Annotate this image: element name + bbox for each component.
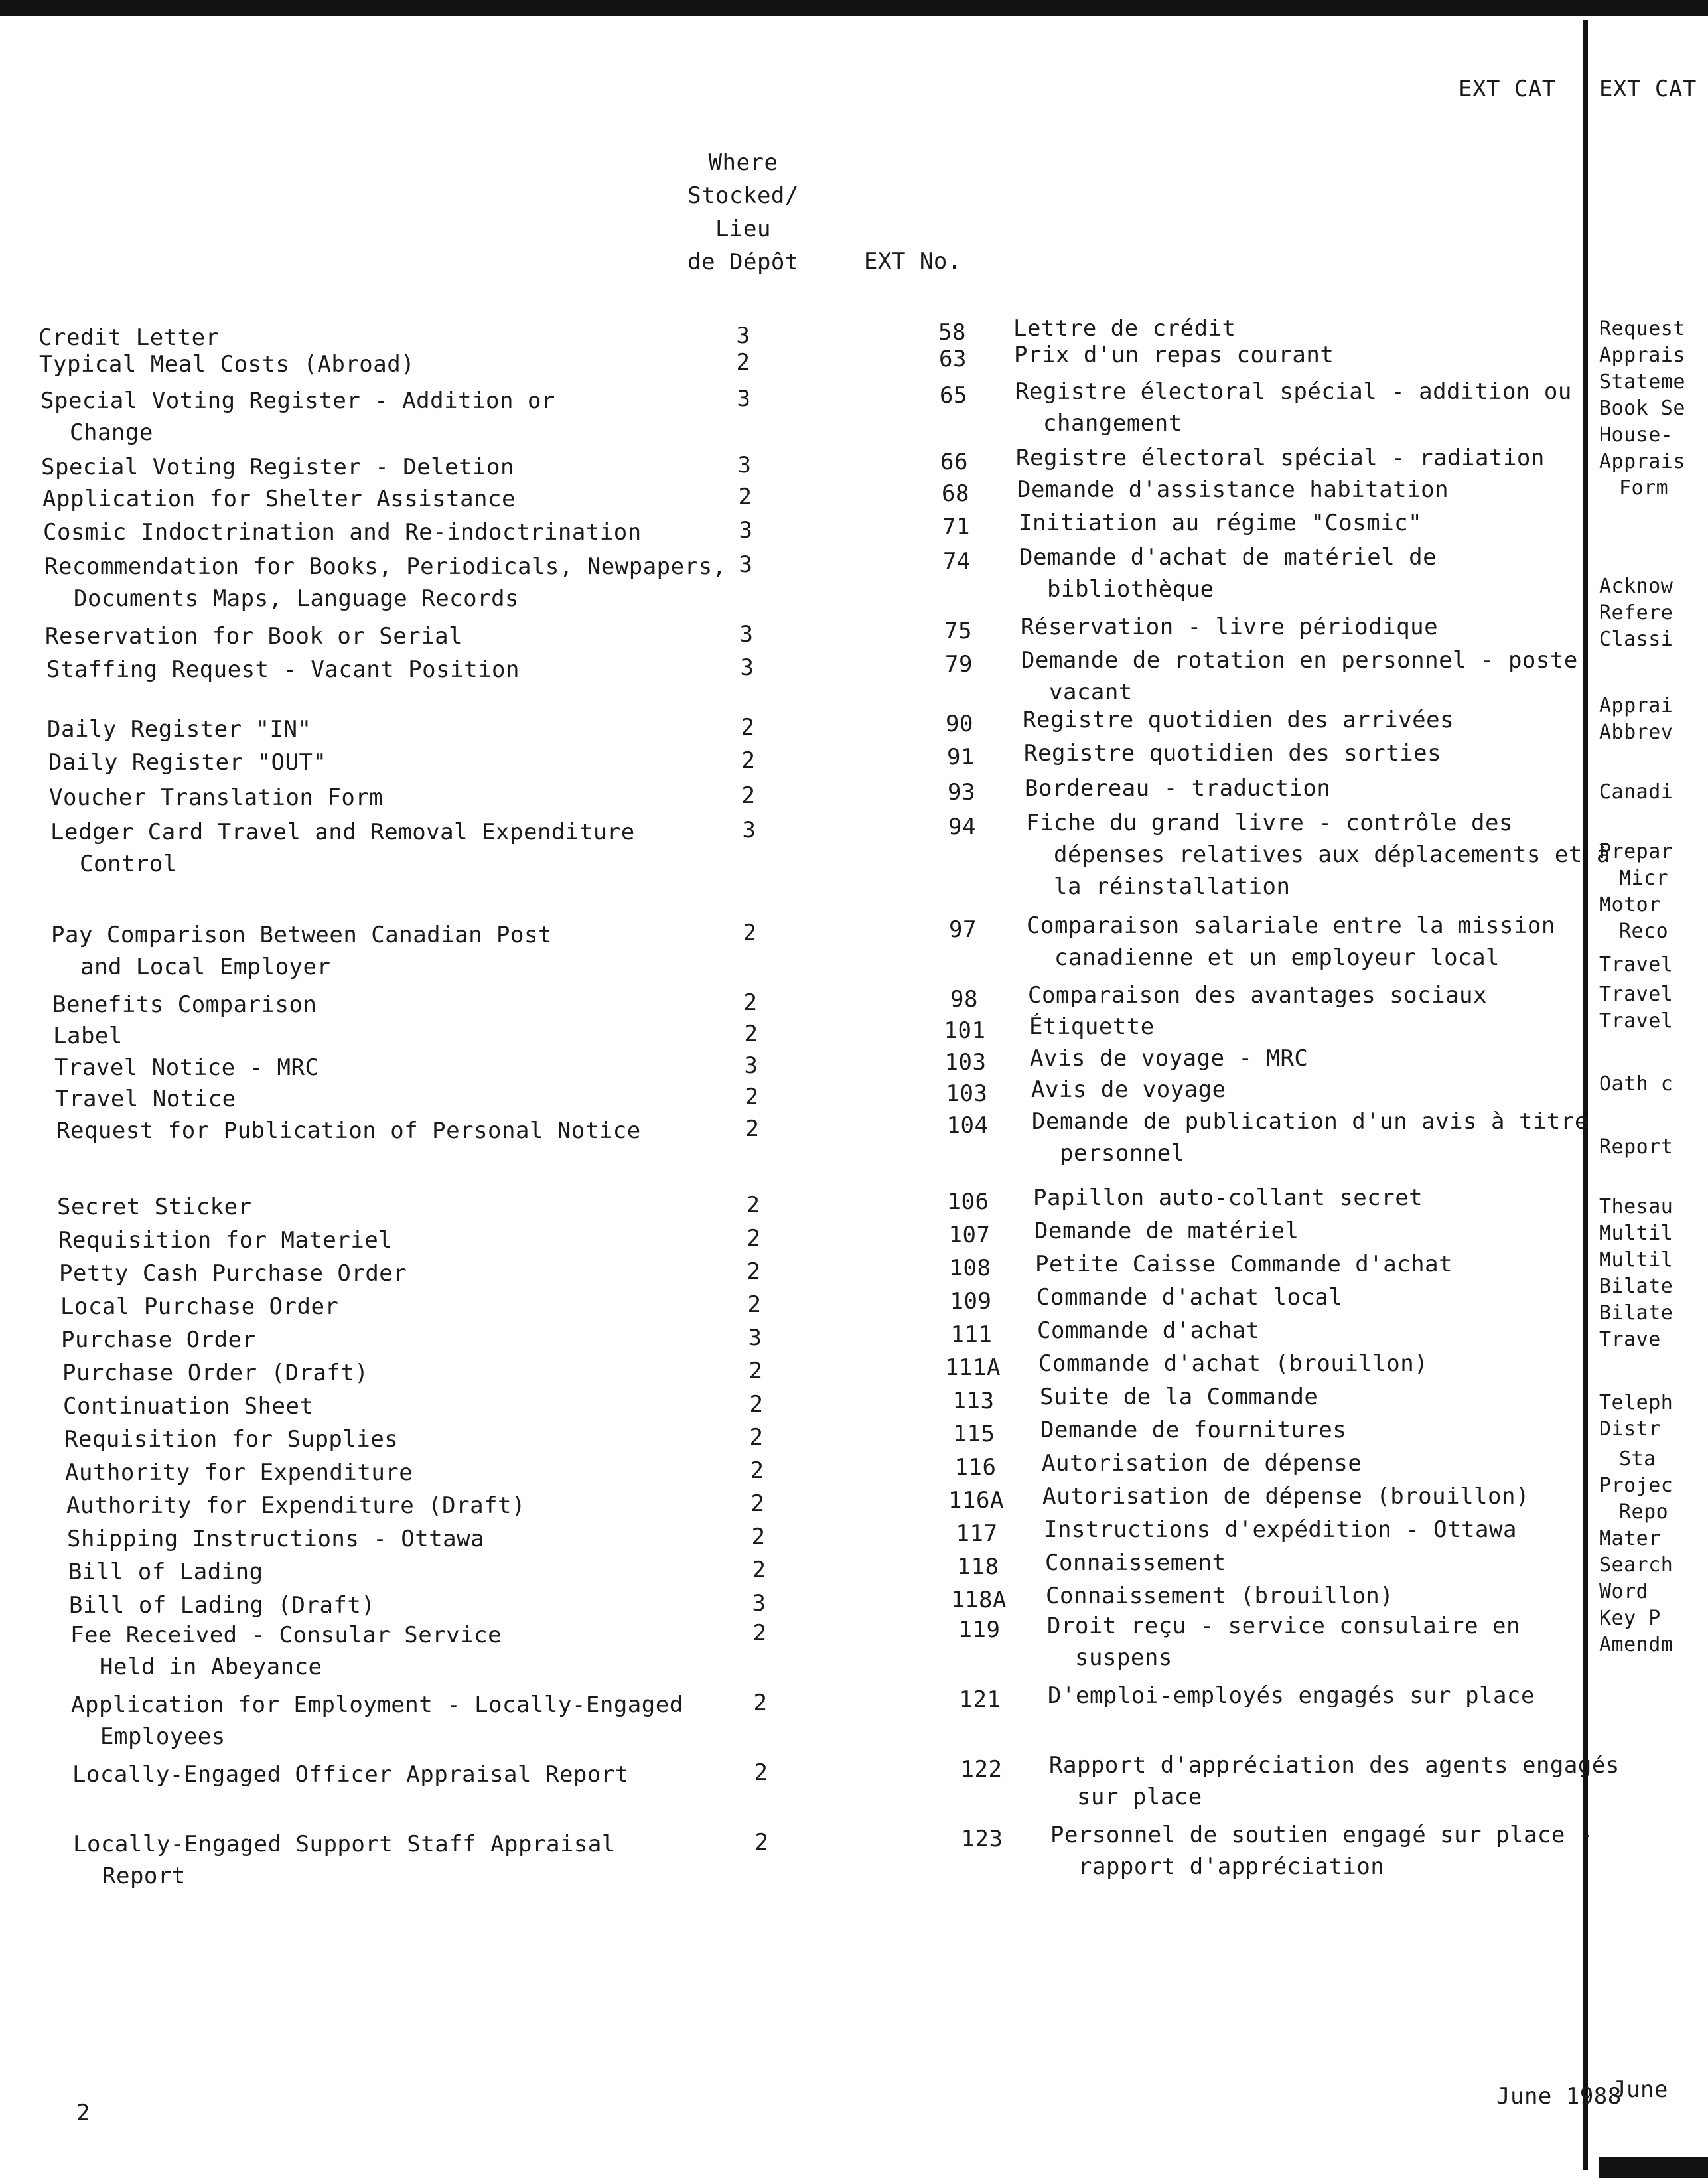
scan-top-edge — [0, 0, 1708, 16]
form-title-fr: changement — [1043, 410, 1182, 437]
ext-number: 122 — [960, 1756, 1003, 1782]
where-stocked-code: 2 — [752, 1620, 767, 1646]
form-title-fr: Avis de voyage - MRC — [1030, 1045, 1309, 1072]
where-stocked-line: Stocked/ — [687, 182, 799, 209]
form-title-en: Special Voting Register - Addition or — [40, 388, 555, 414]
where-stocked-code: 3 — [742, 817, 756, 843]
where-stocked-code: 2 — [748, 1358, 763, 1384]
ext-number: 66 — [940, 449, 968, 475]
right-page-fragment: Trave — [1599, 1328, 1661, 1351]
form-title-fr: Avis de voyage — [1031, 1076, 1226, 1103]
form-title-en: Travel Notice — [55, 1086, 236, 1112]
form-title-fr: Papillon auto-collant secret — [1033, 1185, 1423, 1211]
form-title-fr: Personnel de soutien engagé sur place - — [1050, 1822, 1593, 1848]
ext-number: 115 — [953, 1421, 995, 1447]
form-title-en: Recommendation for Books, Periodicals, Newpapers, — [44, 553, 727, 580]
right-page-fragment: Oath c — [1599, 1072, 1673, 1096]
form-title-fr: sur place — [1077, 1784, 1202, 1810]
ext-number: 75 — [944, 618, 972, 644]
where-stocked-code: 2 — [747, 1225, 761, 1252]
ext-number: 63 — [939, 346, 967, 372]
form-title-fr: Registre électoral spécial - radiation — [1016, 445, 1545, 471]
form-title-en: Travel Notice - MRC — [54, 1054, 319, 1081]
form-title-en: Authority for Expenditure (Draft) — [66, 1492, 526, 1519]
ext-number: 107 — [948, 1222, 991, 1248]
right-page-fragment: Key P — [1599, 1607, 1661, 1630]
ext-number: 116 — [954, 1454, 997, 1481]
form-title-fr: Demande d'achat de matériel de — [1019, 544, 1437, 571]
form-title-en: Documents Maps, Language Records — [74, 585, 520, 612]
ext-number: 104 — [946, 1112, 989, 1139]
right-page-fragment: Travel — [1599, 1009, 1673, 1033]
form-title-en: Application for Shelter Assistance — [42, 486, 516, 512]
form-title-fr: Connaissement — [1045, 1550, 1226, 1576]
right-page-fragment: Report — [1599, 1135, 1673, 1159]
ext-number: 94 — [948, 814, 976, 840]
ext-number: 90 — [946, 711, 973, 737]
where-stocked-code: 3 — [739, 551, 753, 578]
form-title-en: Petty Cash Purchase Order — [59, 1260, 407, 1287]
where-stocked-code: 3 — [752, 1590, 766, 1617]
where-stocked-code: 3 — [737, 386, 751, 412]
where-stocked-code: 2 — [747, 1291, 762, 1318]
form-title-en: Ledger Card Travel and Removal Expenditure — [50, 819, 635, 845]
form-title-en: Voucher Translation Form — [49, 784, 384, 811]
form-title-fr: Bordereau - traduction — [1025, 775, 1331, 802]
form-title-en: Shipping Instructions - Ottawa — [67, 1526, 485, 1552]
footer-date: June 1988 — [1496, 2083, 1622, 2110]
form-title-fr: Demande de matériel — [1034, 1218, 1299, 1244]
ext-number: 97 — [949, 916, 977, 943]
right-page-fragment: Classi — [1599, 628, 1673, 651]
ext-number: 113 — [952, 1388, 995, 1414]
form-title-en: Held in Abeyance — [100, 1654, 322, 1680]
right-page-fragment: Teleph — [1599, 1391, 1673, 1414]
form-title-fr: dépenses relatives aux déplacements et à — [1054, 841, 1610, 868]
form-title-fr: D'emploi-employés engagés sur place — [1048, 1682, 1535, 1709]
where-stocked-line: de Dépôt — [687, 249, 799, 275]
form-title-en: Secret Sticker — [57, 1194, 252, 1220]
where-stocked-code: 2 — [745, 1116, 760, 1142]
form-title-fr: Demande de rotation en personnel - poste — [1021, 647, 1578, 674]
form-title-fr: Suite de la Commande — [1040, 1384, 1318, 1410]
right-page-fragment: Book Se — [1599, 397, 1685, 420]
right-page-fragment: Multil — [1599, 1248, 1673, 1271]
form-title-fr: Demande de fournitures — [1040, 1417, 1347, 1443]
right-page-fragment: Sta — [1619, 1447, 1656, 1471]
form-title-fr: bibliothèque — [1047, 576, 1214, 603]
where-stocked-code: 2 — [743, 920, 757, 946]
form-title-en: Daily Register "IN" — [47, 716, 312, 743]
right-page-fragment: House- — [1599, 423, 1673, 447]
form-title-fr: Demande d'assistance habitation — [1017, 476, 1449, 503]
right-page-fragment: Prepar — [1599, 840, 1673, 863]
form-title-fr: Commande d'achat local — [1036, 1284, 1343, 1311]
where-stocked-code: 2 — [754, 1759, 768, 1786]
form-title-fr: Prix d'un repas courant — [1014, 342, 1334, 368]
form-title-en: Application for Employment - Locally-Engaged — [71, 1692, 683, 1718]
form-title-fr: canadienne et un employeur local — [1054, 944, 1500, 971]
form-title-en: Bill of Lading (Draft) — [69, 1592, 376, 1619]
where-stocked-code: 2 — [745, 1084, 759, 1110]
right-page-fragment: Word — [1599, 1580, 1649, 1603]
right-page-fragment: Acknow — [1599, 575, 1673, 598]
form-title-en: Request for Publication of Personal Notice — [56, 1118, 641, 1144]
where-stocked-code: 3 — [737, 452, 752, 478]
where-stocked-line: Lieu — [715, 216, 771, 242]
ext-number: 103 — [946, 1080, 988, 1107]
ext-cat-label-right: EXT CAT — [1599, 76, 1697, 102]
form-title-fr: Demande de publication d'un avis à titre — [1032, 1108, 1589, 1135]
where-stocked-header — [664, 146, 823, 279]
where-stocked-code: 3 — [739, 517, 753, 544]
right-page-fragment: Travel — [1599, 953, 1673, 976]
form-title-fr: Fiche du grand livre - contrôle des — [1026, 810, 1513, 836]
form-title-fr: la réinstallation — [1054, 873, 1291, 900]
form-title-fr: Commande d'achat — [1037, 1317, 1260, 1344]
where-stocked-code: 3 — [748, 1325, 762, 1351]
form-title-fr: Petite Caisse Commande d'achat — [1035, 1251, 1453, 1277]
ext-number: 103 — [944, 1049, 987, 1076]
form-title-fr: Réservation - livre périodique — [1021, 614, 1439, 640]
right-page-fragment: Multil — [1599, 1222, 1673, 1245]
right-page-sliver — [1599, 0, 1708, 2178]
form-title-en: Locally-Engaged Support Staff Appraisal — [73, 1831, 616, 1857]
ext-number: 123 — [961, 1826, 1003, 1852]
ext-number: 79 — [945, 651, 973, 678]
ext-number: 65 — [940, 382, 967, 409]
where-stocked-code: 3 — [740, 654, 754, 681]
where-stocked-code: 2 — [754, 1829, 769, 1855]
form-title-en: Authority for Expenditure — [65, 1459, 413, 1486]
right-page-fragment: Reco — [1619, 920, 1669, 943]
right-page-fragment: Bilate — [1599, 1301, 1673, 1325]
right-page-fragment: Form — [1619, 476, 1669, 500]
ext-number: 68 — [942, 480, 969, 507]
form-title-fr: Comparaison salariale entre la mission — [1027, 912, 1555, 939]
ext-number: 109 — [950, 1288, 992, 1315]
form-title-fr: Commande d'achat (brouillon) — [1038, 1350, 1429, 1377]
where-stocked-code: 2 — [752, 1557, 766, 1583]
form-title-en: Daily Register "OUT" — [48, 749, 327, 776]
ext-number: 111A — [945, 1354, 1001, 1381]
form-title-fr: Registre quotidien des sorties — [1024, 740, 1442, 766]
form-title-en: Fee Received - Consular Service — [70, 1622, 502, 1648]
where-stocked-code: 2 — [749, 1424, 764, 1451]
where-stocked-code: 2 — [743, 989, 758, 1016]
right-page-fragment: Refere — [1599, 601, 1673, 624]
right-page-fragment: Search — [1599, 1554, 1673, 1577]
where-stocked-code: 2 — [749, 1391, 764, 1417]
ext-number: 118A — [951, 1587, 1007, 1613]
right-page-fragment: Thesau — [1599, 1195, 1673, 1218]
where-stocked-code: 2 — [746, 1192, 760, 1218]
ext-number: 117 — [956, 1520, 998, 1547]
form-title-fr: Autorisation de dépense — [1042, 1450, 1362, 1477]
form-title-fr: Comparaison des avantages sociaux — [1028, 982, 1488, 1009]
right-page-fragment: Abbrev — [1599, 721, 1673, 744]
page-number: 2 — [76, 2100, 90, 2126]
where-stocked-code: 3 — [739, 621, 754, 648]
form-title-fr: Connaissement (brouillon) — [1046, 1583, 1394, 1609]
right-page-fragment: Projec — [1599, 1474, 1673, 1497]
form-title-en: Staffing Request - Vacant Position — [46, 656, 520, 683]
ext-no-header: EXT No. — [864, 248, 961, 275]
right-page-fragment: Micr — [1619, 867, 1669, 890]
form-title-en: Purchase Order (Draft) — [62, 1360, 369, 1386]
form-title-fr: Étiquette — [1029, 1013, 1155, 1040]
form-title-en: Continuation Sheet — [63, 1393, 314, 1419]
right-page-fragment: Amendm — [1599, 1633, 1673, 1656]
form-title-en: Benefits Comparison — [52, 991, 317, 1018]
where-stocked-code: 2 — [747, 1258, 761, 1285]
form-title-en: Purchase Order — [61, 1327, 256, 1353]
form-title-en: Requisition for Materiel — [58, 1227, 393, 1254]
right-page-fragment: Repo — [1619, 1500, 1669, 1524]
ext-number: 121 — [959, 1686, 1001, 1713]
form-title-fr: Registre électoral spécial - addition ou — [1015, 378, 1572, 405]
form-title-en: Control — [80, 851, 177, 877]
form-title-en: Typical Meal Costs (Abroad) — [39, 351, 415, 378]
form-title-fr: Initiation au régime "Cosmic" — [1019, 510, 1423, 536]
form-title-en: Pay Comparison Between Canadian Post — [51, 922, 552, 948]
where-stocked-code: 2 — [750, 1457, 764, 1484]
form-title-en: Credit Letter — [38, 325, 220, 351]
form-title-fr: rapport d'appréciation — [1078, 1853, 1385, 1880]
right-page-fragment: Apprais — [1599, 450, 1685, 473]
form-title-fr: vacant — [1049, 679, 1133, 705]
ext-number: 108 — [949, 1255, 991, 1281]
ext-number: 98 — [950, 986, 978, 1013]
form-title-en: and Local Employer — [80, 954, 331, 980]
where-stocked-code: 3 — [744, 1053, 758, 1079]
ext-number: 101 — [944, 1017, 986, 1044]
where-stocked-code: 2 — [738, 484, 752, 510]
where-stocked-code: 2 — [741, 782, 756, 809]
ext-number: 93 — [948, 779, 975, 806]
right-page-fragment: Canadi — [1599, 780, 1673, 804]
ext-number: 58 — [938, 319, 966, 346]
form-title-fr: Droit reçu - service consulaire en — [1047, 1613, 1520, 1639]
form-title-en: Locally-Engaged Officer Appraisal Report — [72, 1761, 629, 1788]
right-page-fragment: Travel — [1599, 983, 1673, 1006]
ext-cat-label: EXT CAT — [1459, 76, 1556, 102]
ext-number: 106 — [947, 1189, 989, 1215]
where-stocked-code: 2 — [750, 1490, 765, 1517]
right-page-fragment: Distr — [1599, 1417, 1661, 1441]
ext-number: 74 — [943, 548, 971, 575]
ext-number: 91 — [947, 744, 975, 770]
form-title-fr: Instructions d'expédition - Ottawa — [1044, 1516, 1517, 1543]
form-title-en: Change — [70, 419, 153, 446]
right-page-fragment: Apprai — [1599, 694, 1673, 717]
form-title-en: Reservation for Book or Serial — [45, 623, 463, 650]
ext-number: 111 — [950, 1321, 993, 1348]
where-stocked-code: 3 — [736, 323, 750, 349]
ext-number: 116A — [948, 1487, 1004, 1514]
right-page-fragment: Apprais — [1599, 344, 1685, 367]
where-stocked-line: Where — [708, 149, 778, 176]
form-title-fr: suspens — [1075, 1644, 1173, 1671]
form-title-fr: Autorisation de dépense (brouillon) — [1042, 1483, 1530, 1510]
ext-number: 118 — [957, 1554, 999, 1580]
form-title-en: Special Voting Register - Deletion — [41, 454, 514, 480]
form-title-fr: Lettre de crédit — [1013, 315, 1236, 342]
where-stocked-code: 2 — [736, 349, 750, 376]
ext-number: 119 — [958, 1617, 1001, 1643]
right-page-fragment: Bilate — [1599, 1275, 1673, 1298]
form-title-en: Label — [53, 1023, 123, 1049]
where-stocked-code: 2 — [753, 1690, 768, 1716]
right-page-fragment: Request — [1599, 317, 1685, 340]
form-title-en: Local Purchase Order — [60, 1293, 339, 1320]
form-title-en: Employees — [100, 1723, 226, 1750]
right-page-fragment: Motor — [1599, 893, 1661, 916]
right-page-fragment: Mater — [1599, 1527, 1661, 1550]
form-title-fr: personnel — [1060, 1140, 1185, 1167]
form-title-en: Cosmic Indoctrination and Re-indoctrination — [43, 519, 642, 545]
form-title-fr: Rapport d'appréciation des agents engagés — [1049, 1752, 1620, 1779]
right-page-date: June — [1612, 2076, 1668, 2103]
where-stocked-code: 2 — [741, 747, 756, 774]
form-title-fr: Registre quotidien des arrivées — [1023, 707, 1455, 733]
ext-number: 71 — [942, 514, 970, 540]
form-title-en: Report — [102, 1863, 186, 1889]
form-title-en: Bill of Lading — [68, 1559, 263, 1585]
right-page-fragment: Stateme — [1599, 370, 1685, 394]
where-stocked-code: 2 — [741, 714, 755, 741]
where-stocked-code: 2 — [744, 1021, 758, 1047]
form-title-en: Requisition for Supplies — [64, 1426, 399, 1453]
where-stocked-code: 2 — [751, 1524, 766, 1550]
